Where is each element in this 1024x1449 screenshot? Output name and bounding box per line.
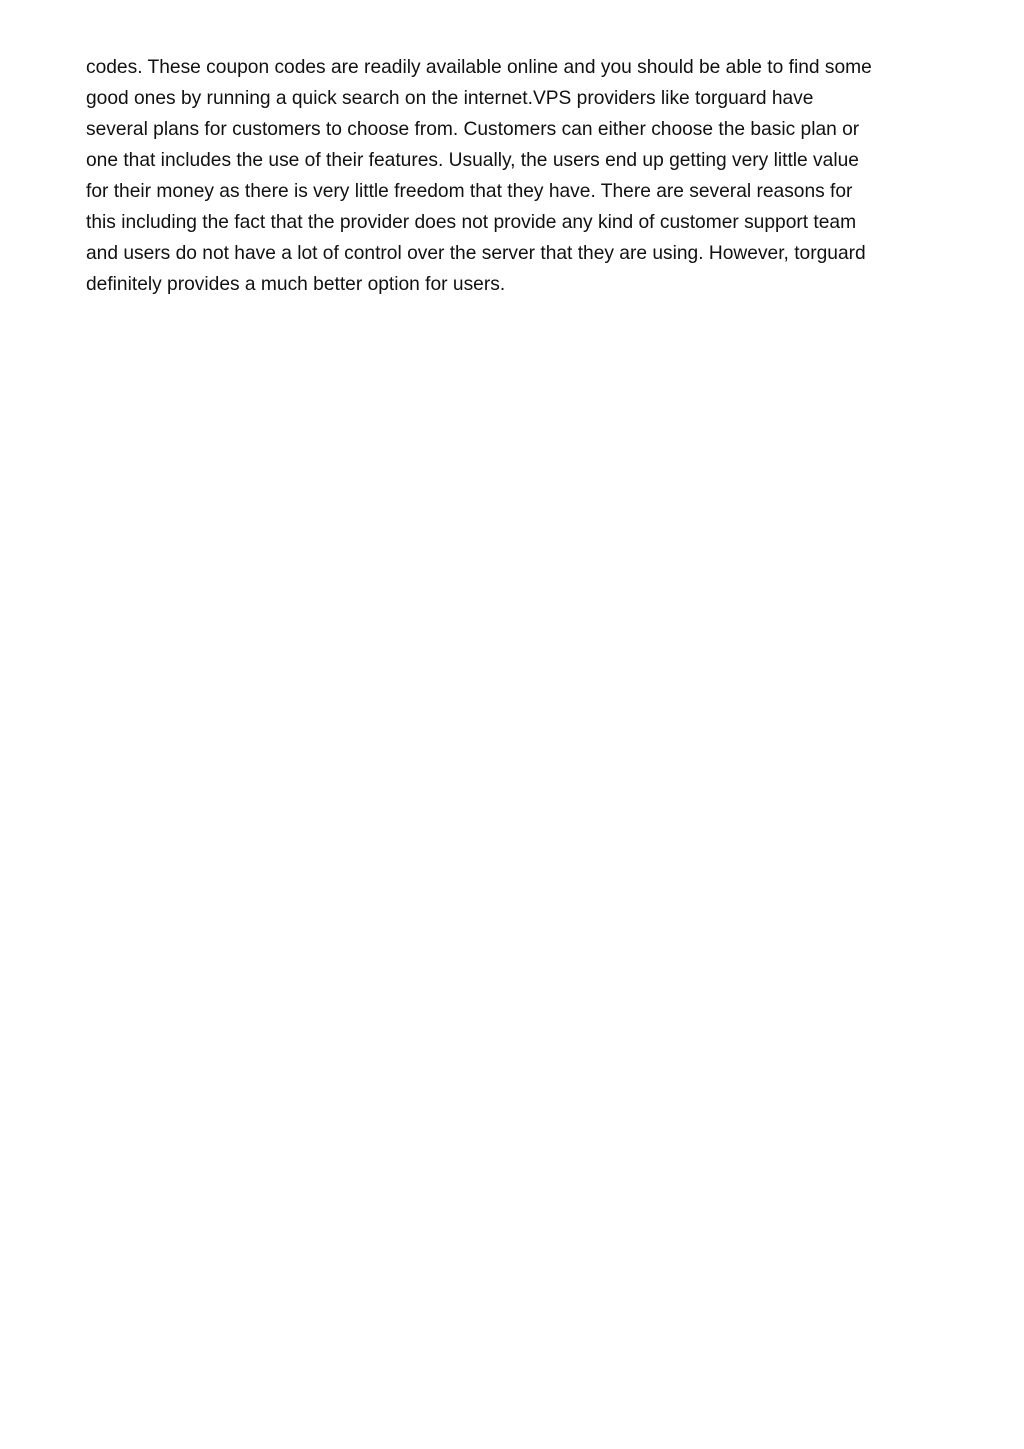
text-line: and users do not have a lot of control over the server that they are using. However, torguard <box>86 243 866 264</box>
text-line: this including the fact that the provider does not provide any kind of customer support team <box>86 212 857 233</box>
text-line: good ones by running a quick search on the internet.VPS providers like torguard have <box>86 88 814 109</box>
text-line: for their money as there is very little freedom that they have. There are several reasons for <box>86 181 853 202</box>
text-line: codes. These coupon codes are readily available online and you should be able to find some <box>86 57 872 78</box>
text-line: definitely provides a much better option for users. <box>86 274 506 295</box>
text-line: one that includes the use of their features. Usually, the users end up getting very little value <box>86 150 859 171</box>
text-line: several plans for customers to choose from. Customers can either choose the basic plan or <box>86 119 860 140</box>
body-paragraph <box>86 52 946 300</box>
